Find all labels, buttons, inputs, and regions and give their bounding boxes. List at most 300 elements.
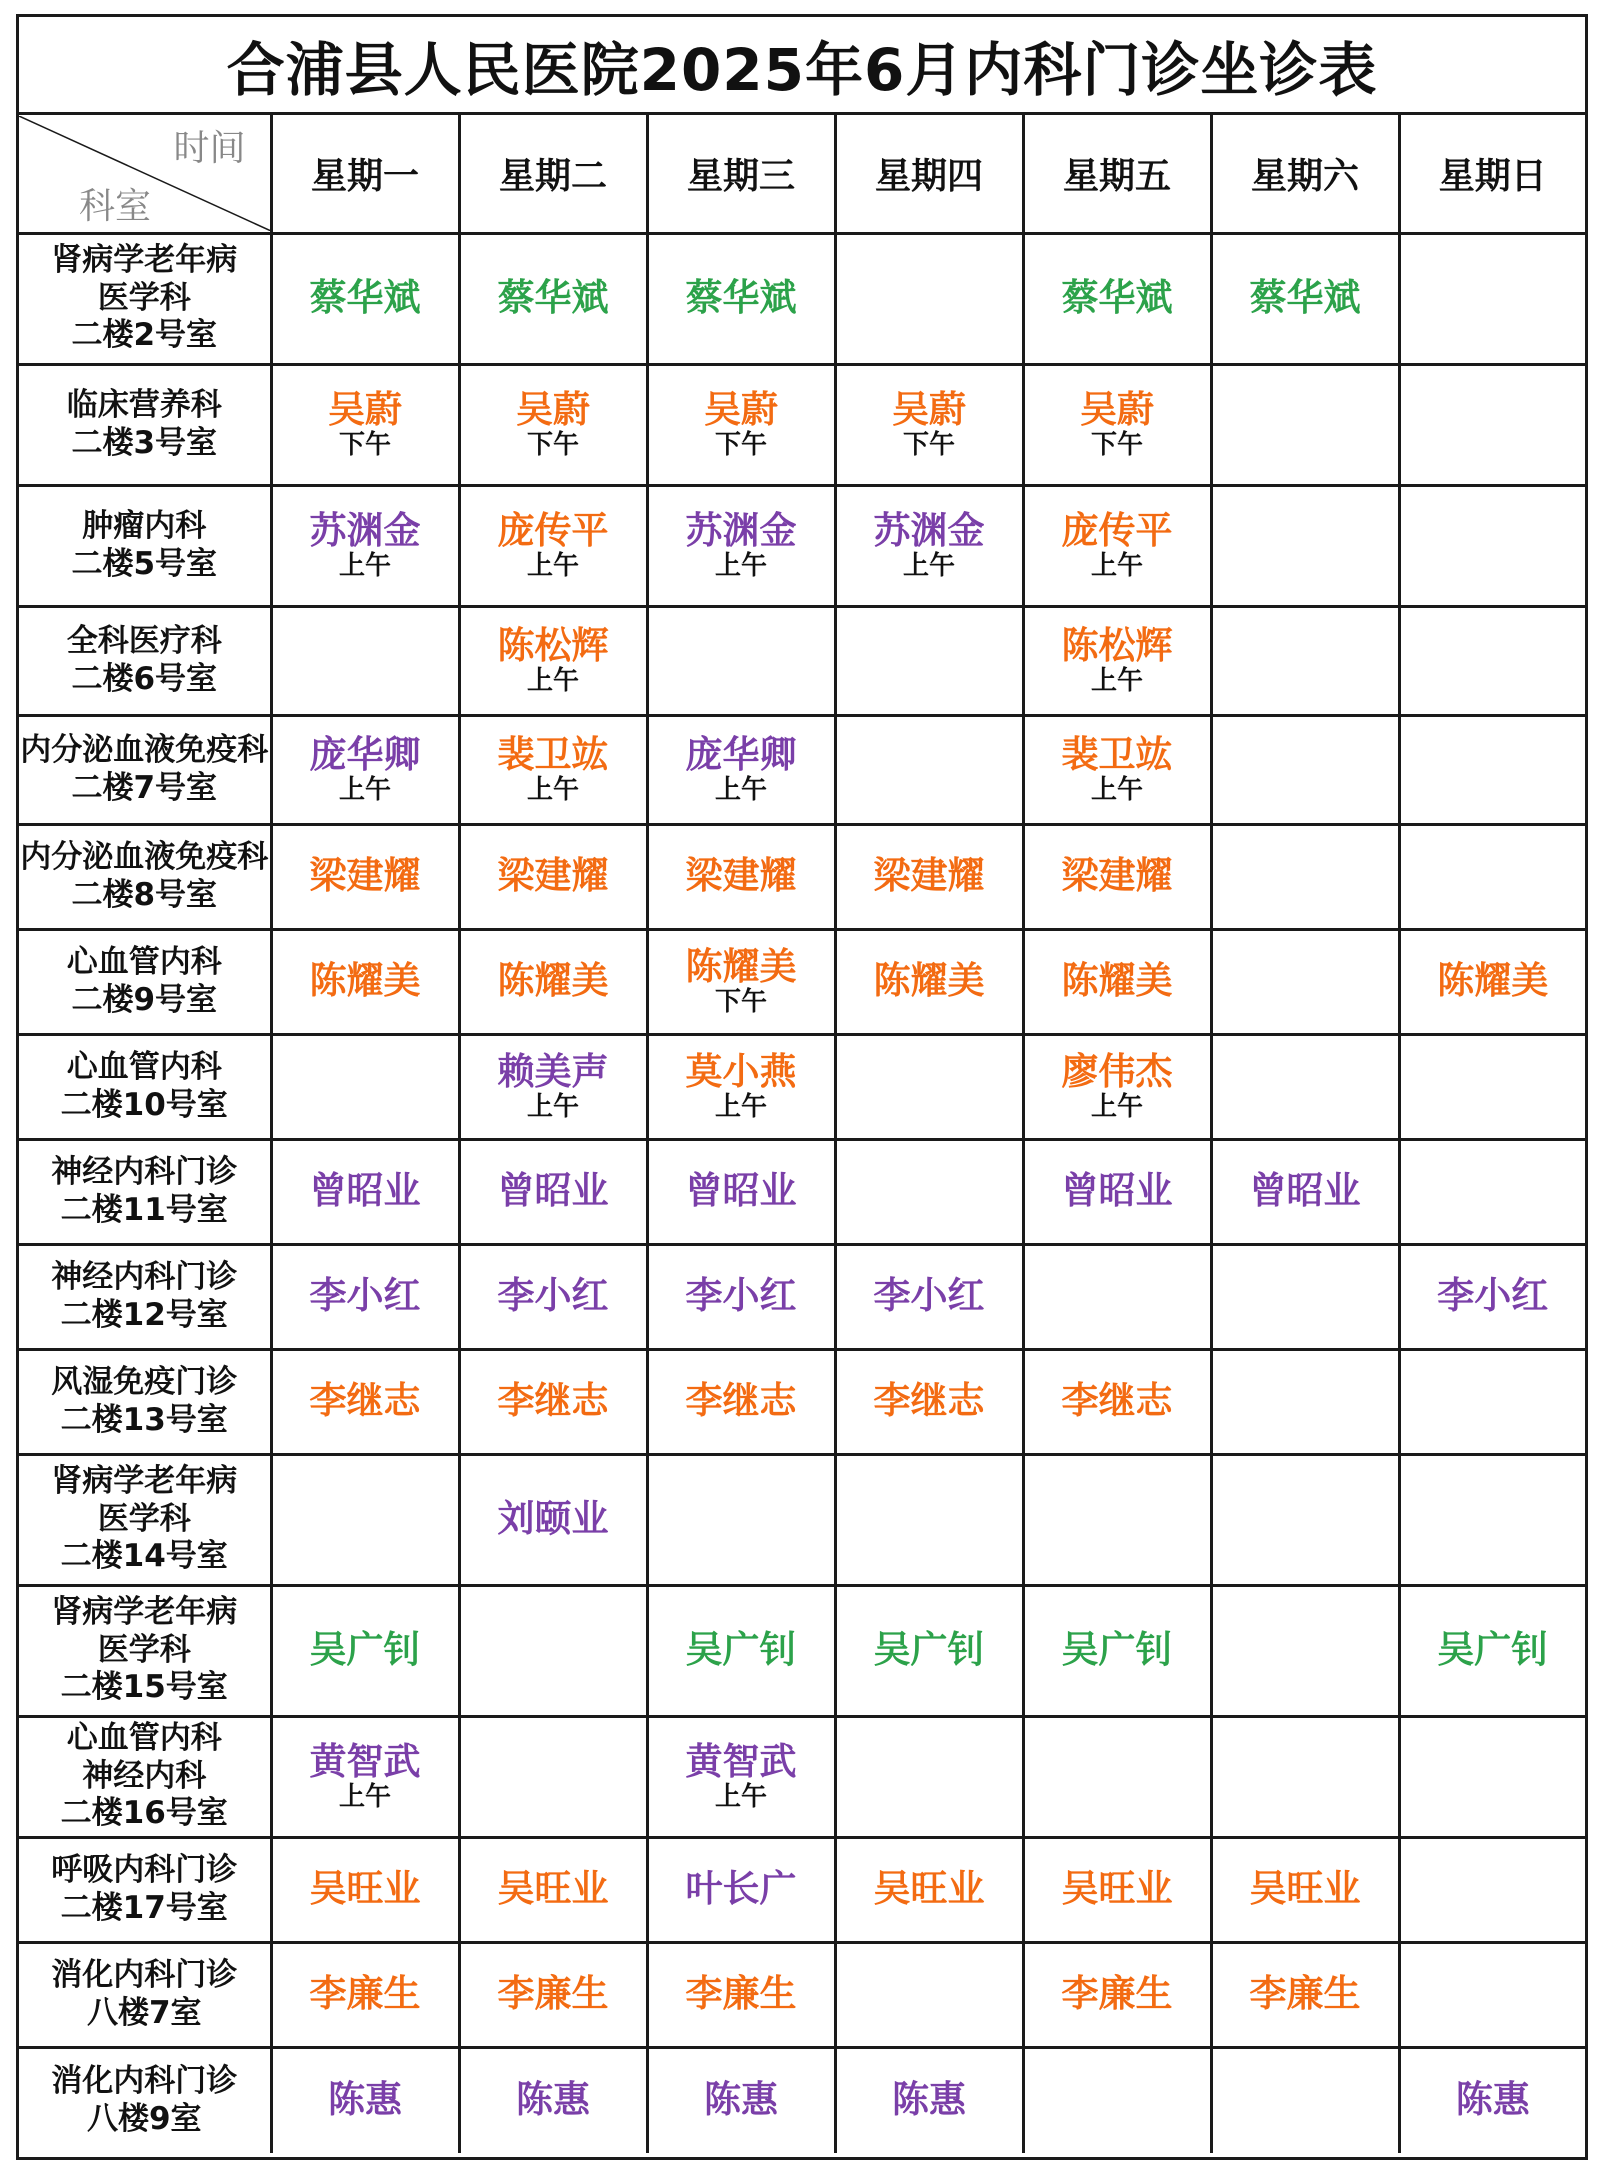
schedule-cell	[647, 715, 835, 824]
schedule-cell	[1399, 233, 1585, 364]
schedule-table	[19, 115, 1585, 2153]
session-period: 下午	[526, 430, 579, 461]
session-period: 下午	[714, 987, 767, 1018]
doctor-name: 吴旺业	[309, 1867, 421, 1911]
doctor-name: 苏渊金	[685, 508, 797, 552]
session-period: 上午	[714, 775, 767, 806]
table-row	[19, 485, 1585, 606]
doctor-name: 蔡华斌	[1061, 276, 1173, 320]
schedule-cell	[1211, 1837, 1399, 1942]
schedule-cell	[1023, 233, 1211, 364]
schedule-cell	[1399, 1349, 1585, 1454]
department-line: 医学科	[97, 1500, 191, 1537]
corner-cell	[19, 115, 271, 233]
schedule-cell	[459, 1942, 647, 2047]
schedule-cell	[835, 606, 1023, 715]
schedule-cell	[1399, 1942, 1585, 2047]
department-line: 心血管内科	[66, 1719, 222, 1756]
session-period: 上午	[714, 1782, 767, 1813]
schedule-cell	[1023, 824, 1211, 929]
department-line: 内分泌血液免疫科	[20, 838, 269, 875]
department-line: 肾病学老年病	[51, 1593, 238, 1630]
schedule-cell	[1399, 1585, 1585, 1716]
day-header: 星期六	[1211, 115, 1399, 233]
department-line: 神经内科	[82, 1757, 207, 1794]
doctor-name: 曾昭业	[1249, 1169, 1361, 1213]
schedule-cell	[271, 364, 459, 485]
department-line: 八楼9室	[86, 2100, 202, 2137]
schedule-cell	[1211, 1034, 1399, 1139]
department-line: 二楼7号室	[71, 769, 218, 806]
department-cell	[19, 1942, 271, 2047]
schedule-cell	[835, 1716, 1023, 1837]
schedule-cell	[1023, 1349, 1211, 1454]
schedule-cell	[271, 1034, 459, 1139]
schedule-cell	[647, 364, 835, 485]
department-line: 消化内科门诊	[51, 1956, 238, 1993]
department-line: 临床营养科	[66, 386, 222, 423]
department-cell	[19, 1716, 271, 1837]
session-period: 上午	[1090, 1092, 1143, 1123]
schedule-cell	[647, 1837, 835, 1942]
schedule-cell	[1211, 364, 1399, 485]
schedule-cell	[647, 824, 835, 929]
day-header: 星期三	[647, 115, 835, 233]
schedule-cell	[1211, 715, 1399, 824]
schedule-cell	[1399, 929, 1585, 1034]
department-line: 二楼11号室	[60, 1191, 228, 1228]
table-row	[19, 1034, 1585, 1139]
department-cell	[19, 929, 271, 1034]
schedule-cell	[1211, 1139, 1399, 1244]
session-period: 上午	[338, 551, 391, 582]
schedule-cell	[271, 1716, 459, 1837]
doctor-name: 陈惠	[328, 2078, 402, 2122]
doctor-name: 蔡华斌	[309, 276, 421, 320]
doctor-name: 裴卫竑	[1061, 732, 1173, 776]
schedule-cell	[835, 715, 1023, 824]
doctor-name: 李小红	[309, 1274, 421, 1318]
schedule-cell	[459, 1454, 647, 1585]
department-line: 消化内科门诊	[51, 2062, 238, 2099]
doctor-name: 吴蔚	[1080, 387, 1154, 431]
doctor-name: 吴旺业	[497, 1867, 609, 1911]
department-line: 八楼7室	[86, 1994, 202, 2031]
doctor-name: 陈惠	[704, 2078, 778, 2122]
schedule-cell	[1399, 1837, 1585, 1942]
schedule-cell	[271, 1454, 459, 1585]
schedule-cell	[459, 606, 647, 715]
schedule-cell	[835, 485, 1023, 606]
schedule-cell	[835, 1139, 1023, 1244]
doctor-name: 李小红	[497, 1274, 609, 1318]
schedule-cell	[647, 1244, 835, 1349]
day-header: 星期一	[271, 115, 459, 233]
doctor-name: 蔡华斌	[1249, 276, 1361, 320]
schedule-cell	[1023, 929, 1211, 1034]
schedule-cell	[835, 1454, 1023, 1585]
doctor-name: 陈耀美	[873, 959, 985, 1003]
schedule-cell	[1023, 485, 1211, 606]
doctor-name: 庞传平	[1061, 508, 1173, 552]
doctor-name: 陈耀美	[497, 959, 609, 1003]
schedule-cell	[1211, 606, 1399, 715]
schedule-cell	[459, 1716, 647, 1837]
department-cell	[19, 1585, 271, 1716]
doctor-name: 吴旺业	[873, 1867, 985, 1911]
table-row	[19, 929, 1585, 1034]
schedule-cell	[1399, 2047, 1585, 2153]
schedule-cell	[271, 1942, 459, 2047]
schedule-cell	[647, 1942, 835, 2047]
schedule-cell	[1399, 485, 1585, 606]
doctor-name: 李继志	[873, 1379, 985, 1423]
session-period: 上午	[338, 775, 391, 806]
doctor-name: 吴广钊	[685, 1628, 797, 1672]
doctor-name: 李廉生	[497, 1972, 609, 2016]
department-line: 呼吸内科门诊	[51, 1851, 238, 1888]
doctor-name: 李小红	[685, 1274, 797, 1318]
schedule-cell	[271, 606, 459, 715]
doctor-name: 梁建耀	[873, 854, 985, 898]
schedule-cell	[459, 1837, 647, 1942]
doctor-name: 陈耀美	[685, 944, 797, 988]
department-line: 神经内科门诊	[51, 1153, 238, 1190]
doctor-name: 吴广钊	[1061, 1628, 1173, 1672]
schedule-cell	[1023, 1716, 1211, 1837]
schedule-cell	[459, 1585, 647, 1716]
schedule-cell	[835, 2047, 1023, 2153]
day-header: 星期四	[835, 115, 1023, 233]
department-cell	[19, 1349, 271, 1454]
schedule-cell	[647, 1454, 835, 1585]
department-line: 二楼3号室	[71, 424, 218, 461]
department-cell	[19, 2047, 271, 2153]
doctor-name: 莫小燕	[685, 1049, 797, 1093]
department-line: 医学科	[97, 1631, 191, 1668]
department-line: 二楼13号室	[60, 1401, 228, 1438]
table-row	[19, 1942, 1585, 2047]
doctor-name: 李继志	[497, 1379, 609, 1423]
doctor-name: 吴蔚	[704, 387, 778, 431]
table-row	[19, 1837, 1585, 1942]
department-line: 二楼9号室	[71, 981, 218, 1018]
schedule-cell	[835, 1585, 1023, 1716]
session-period: 上午	[526, 1092, 579, 1123]
schedule-cell	[271, 929, 459, 1034]
doctor-name: 裴卫竑	[497, 732, 609, 776]
schedule-cell	[271, 1585, 459, 1716]
schedule-cell	[1023, 1139, 1211, 1244]
schedule-cell	[1211, 929, 1399, 1034]
doctor-name: 陈惠	[516, 2078, 590, 2122]
table-row	[19, 606, 1585, 715]
doctor-name: 陈惠	[892, 2078, 966, 2122]
doctor-name: 庞传平	[497, 508, 609, 552]
schedule-cell	[271, 1139, 459, 1244]
department-line: 肿瘤内科	[82, 507, 207, 544]
doctor-name: 吴广钊	[1437, 1628, 1549, 1672]
department-line: 风湿免疫门诊	[51, 1363, 238, 1400]
table-row	[19, 824, 1585, 929]
day-header: 星期日	[1399, 115, 1585, 233]
department-line: 二楼6号室	[71, 660, 218, 697]
doctor-name: 黄智武	[309, 1739, 421, 1783]
schedule-cell	[1023, 1837, 1211, 1942]
department-line: 肾病学老年病	[51, 241, 238, 278]
doctor-name: 陈耀美	[1061, 959, 1173, 1003]
schedule-cell	[1211, 233, 1399, 364]
schedule-cell	[647, 606, 835, 715]
session-period: 上午	[902, 551, 955, 582]
department-cell	[19, 1454, 271, 1585]
schedule-cell	[271, 233, 459, 364]
schedule-cell	[271, 1837, 459, 1942]
schedule-cell	[1023, 715, 1211, 824]
table-row	[19, 2047, 1585, 2153]
schedule-cell	[1211, 485, 1399, 606]
schedule-sheet	[16, 14, 1588, 2160]
doctor-name: 吴蔚	[516, 387, 590, 431]
doctor-name: 陈耀美	[309, 959, 421, 1003]
doctor-name: 苏渊金	[309, 508, 421, 552]
department-line: 二楼16号室	[60, 1795, 228, 1832]
session-period: 上午	[526, 551, 579, 582]
schedule-cell	[1399, 1716, 1585, 1837]
doctor-name: 李小红	[1437, 1274, 1549, 1318]
schedule-cell	[1023, 1244, 1211, 1349]
department-cell	[19, 606, 271, 715]
doctor-name: 曾昭业	[685, 1169, 797, 1213]
doctor-name: 陈惠	[1455, 2078, 1530, 2122]
doctor-name: 叶长广	[685, 1867, 797, 1911]
doctor-name: 刘颐业	[497, 1497, 609, 1541]
doctor-name: 赖美声	[497, 1049, 609, 1093]
schedule-cell	[647, 485, 835, 606]
schedule-cell	[835, 824, 1023, 929]
session-period: 下午	[338, 430, 391, 461]
department-line: 二楼2号室	[71, 317, 218, 354]
department-line: 二楼15号室	[60, 1669, 228, 1706]
doctor-name: 李廉生	[1061, 1972, 1173, 2016]
table-row	[19, 1585, 1585, 1716]
doctor-name: 吴蔚	[892, 387, 966, 431]
doctor-name: 廖伟杰	[1061, 1049, 1173, 1093]
schedule-cell	[835, 1034, 1023, 1139]
table-row	[19, 233, 1585, 364]
table-row	[19, 1716, 1585, 1837]
schedule-cell	[1023, 1942, 1211, 2047]
session-period: 上午	[1090, 775, 1143, 806]
department-line: 心血管内科	[66, 1048, 222, 1085]
doctor-name: 吴广钊	[309, 1628, 421, 1672]
schedule-cell	[1399, 715, 1585, 824]
schedule-cell	[647, 2047, 835, 2153]
schedule-cell	[1023, 364, 1211, 485]
department-line: 二楼17号室	[60, 1889, 228, 1926]
doctor-name: 陈耀美	[1437, 959, 1549, 1003]
schedule-cell	[271, 1349, 459, 1454]
schedule-cell	[271, 1244, 459, 1349]
schedule-cell	[459, 1034, 647, 1139]
department-cell	[19, 1837, 271, 1942]
doctor-name: 吴旺业	[1061, 1867, 1173, 1911]
schedule-cell	[835, 364, 1023, 485]
table-row	[19, 1349, 1585, 1454]
department-cell	[19, 824, 271, 929]
corner-dept-label: 科室	[79, 185, 152, 227]
department-line: 内分泌血液免疫科	[20, 731, 269, 768]
session-period: 下午	[902, 430, 955, 461]
doctor-name: 梁建耀	[685, 854, 797, 898]
doctor-name: 李廉生	[685, 1972, 797, 2016]
department-line: 肾病学老年病	[51, 1462, 238, 1499]
doctor-name: 吴旺业	[1249, 1867, 1361, 1911]
session-period: 上午	[714, 551, 767, 582]
doctor-name: 黄智武	[685, 1739, 797, 1783]
schedule-cell	[835, 1942, 1023, 2047]
schedule-cell	[459, 1349, 647, 1454]
schedule-cell	[1023, 1034, 1211, 1139]
day-header: 星期二	[459, 115, 647, 233]
session-period: 下午	[714, 430, 767, 461]
doctor-name: 梁建耀	[1061, 854, 1173, 898]
doctor-name: 吴蔚	[328, 387, 402, 431]
doctor-name: 曾昭业	[497, 1169, 609, 1213]
schedule-cell	[835, 929, 1023, 1034]
department-cell	[19, 485, 271, 606]
schedule-cell	[271, 2047, 459, 2153]
schedule-cell	[647, 233, 835, 364]
schedule-cell	[271, 824, 459, 929]
schedule-cell	[271, 715, 459, 824]
schedule-cell	[1399, 364, 1585, 485]
schedule-cell	[459, 485, 647, 606]
schedule-cell	[1211, 1716, 1399, 1837]
schedule-cell	[459, 929, 647, 1034]
doctor-name: 曾昭业	[1061, 1169, 1173, 1213]
schedule-cell	[1211, 1244, 1399, 1349]
table-row	[19, 715, 1585, 824]
doctor-name: 李继志	[309, 1379, 421, 1423]
schedule-cell	[647, 1585, 835, 1716]
schedule-cell	[835, 1349, 1023, 1454]
doctor-name: 庞华卿	[309, 732, 421, 776]
department-line: 全科医疗科	[66, 622, 222, 659]
session-period: 上午	[526, 775, 579, 806]
doctor-name: 蔡华斌	[685, 276, 797, 320]
table-row	[19, 1244, 1585, 1349]
doctor-name: 陈松辉	[497, 623, 609, 667]
department-line: 二楼8号室	[71, 876, 218, 913]
schedule-cell	[1399, 1034, 1585, 1139]
doctor-name: 李廉生	[1249, 1972, 1361, 2016]
schedule-cell	[459, 1244, 647, 1349]
session-period: 上午	[1090, 666, 1143, 697]
schedule-cell	[1023, 2047, 1211, 2153]
schedule-cell	[1399, 1454, 1585, 1585]
schedule-cell	[647, 1716, 835, 1837]
schedule-cell	[459, 715, 647, 824]
doctor-name: 曾昭业	[309, 1169, 421, 1213]
department-line: 二楼10号室	[60, 1086, 228, 1123]
doctor-name: 苏渊金	[873, 508, 985, 552]
doctor-name: 陈松辉	[1061, 623, 1173, 667]
doctor-name: 吴广钊	[873, 1628, 985, 1672]
department-line: 医学科	[97, 279, 191, 316]
schedule-cell	[1399, 1244, 1585, 1349]
department-line: 二楼5号室	[71, 545, 218, 582]
schedule-cell	[459, 364, 647, 485]
department-cell	[19, 715, 271, 824]
doctor-name: 李小红	[873, 1274, 985, 1318]
schedule-cell	[647, 1349, 835, 1454]
schedule-cell	[459, 233, 647, 364]
doctor-name: 梁建耀	[497, 854, 609, 898]
session-period: 上午	[714, 1092, 767, 1123]
schedule-cell	[271, 485, 459, 606]
department-line: 心血管内科	[66, 943, 222, 980]
session-period: 上午	[338, 1782, 391, 1813]
schedule-cell	[835, 1244, 1023, 1349]
department-cell	[19, 364, 271, 485]
table-row	[19, 1454, 1585, 1585]
department-cell	[19, 1034, 271, 1139]
schedule-cell	[647, 929, 835, 1034]
schedule-cell	[835, 233, 1023, 364]
schedule-cell	[1211, 2047, 1399, 2153]
session-period: 上午	[526, 666, 579, 697]
table-row	[19, 364, 1585, 485]
schedule-cell	[1023, 606, 1211, 715]
doctor-name: 李廉生	[309, 1972, 421, 2016]
doctor-name: 庞华卿	[685, 732, 797, 776]
department-line: 二楼12号室	[60, 1296, 228, 1333]
schedule-cell	[1211, 824, 1399, 929]
table-row	[19, 1139, 1585, 1244]
schedule-cell	[459, 1139, 647, 1244]
schedule-cell	[1023, 1454, 1211, 1585]
schedule-cell	[459, 2047, 647, 2153]
schedule-cell	[1211, 1454, 1399, 1585]
header-row	[19, 115, 1585, 233]
schedule-cell	[1211, 1942, 1399, 2047]
department-cell	[19, 1139, 271, 1244]
schedule-cell	[1399, 1139, 1585, 1244]
department-line: 二楼14号室	[60, 1538, 228, 1575]
corner-time-label: 时间	[173, 127, 246, 169]
doctor-name: 梁建耀	[309, 854, 421, 898]
session-period: 上午	[1090, 551, 1143, 582]
schedule-cell	[1211, 1349, 1399, 1454]
day-header: 星期五	[1023, 115, 1211, 233]
schedule-cell	[459, 824, 647, 929]
department-line: 神经内科门诊	[51, 1258, 238, 1295]
schedule-cell	[835, 1837, 1023, 1942]
page-title: 合浦县人民医院2025年6月内科门诊坐诊表	[19, 17, 1585, 115]
schedule-cell	[1399, 824, 1585, 929]
doctor-name: 李继志	[685, 1379, 797, 1423]
department-cell	[19, 233, 271, 364]
doctor-name: 蔡华斌	[497, 276, 609, 320]
schedule-cell	[647, 1139, 835, 1244]
session-period: 下午	[1090, 430, 1143, 461]
schedule-cell	[647, 1034, 835, 1139]
schedule-cell	[1023, 1585, 1211, 1716]
schedule-cell	[1399, 606, 1585, 715]
department-cell	[19, 1244, 271, 1349]
schedule-cell	[1211, 1585, 1399, 1716]
